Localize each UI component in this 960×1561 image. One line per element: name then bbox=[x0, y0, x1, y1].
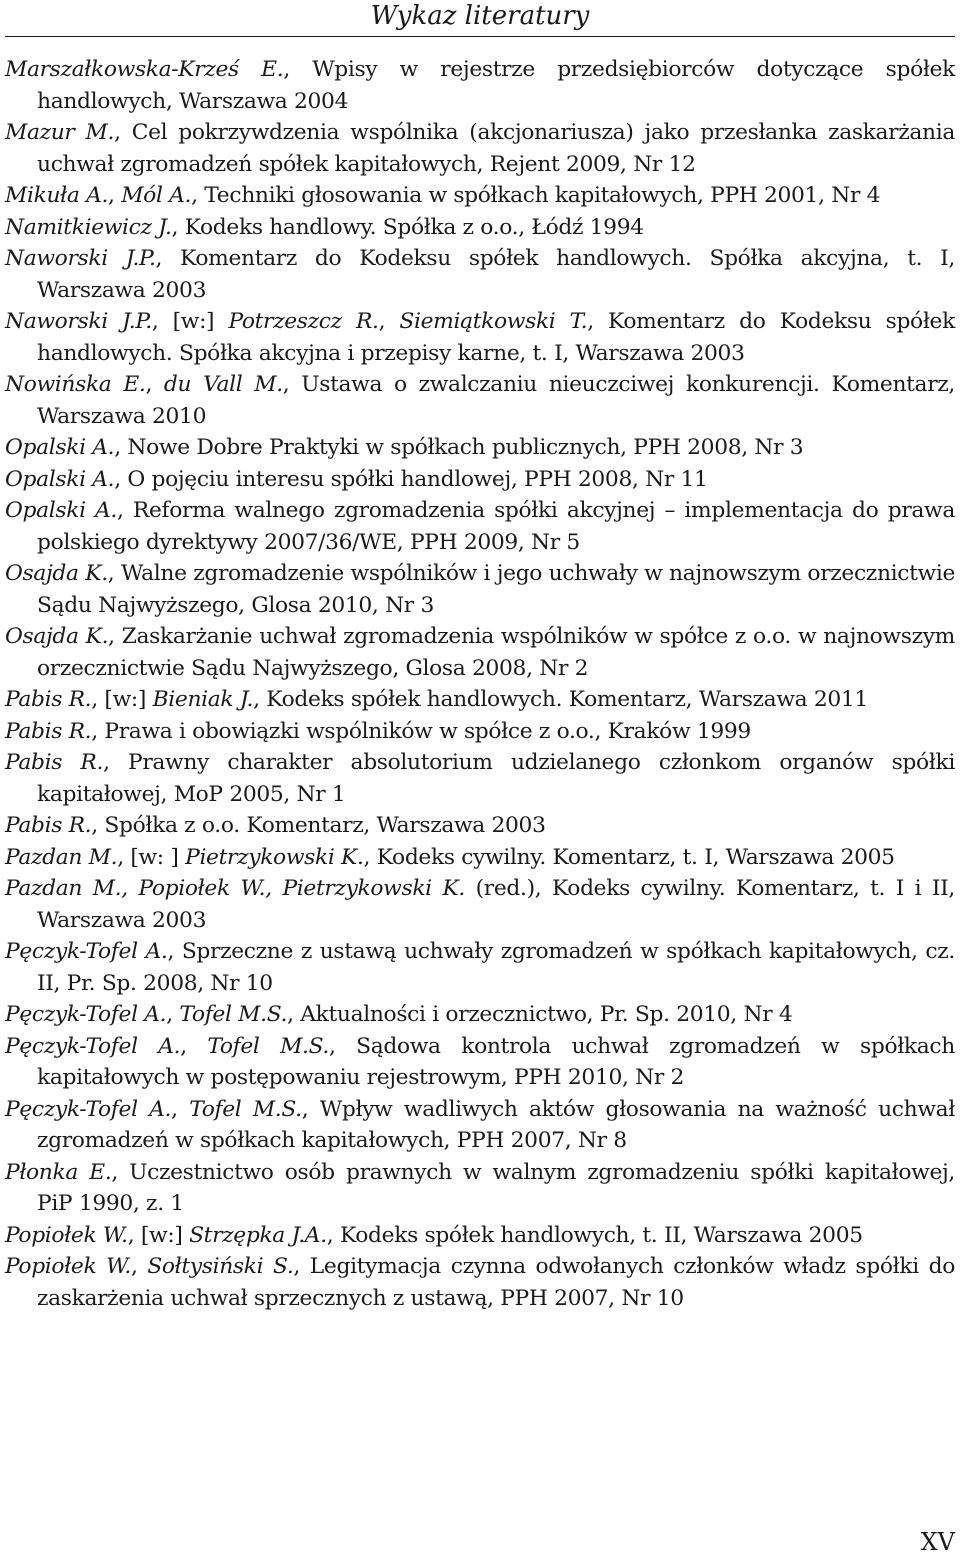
entry-title: , Kodeks handlowy. Spółka z o.o., Łódź 1994 bbox=[171, 214, 644, 240]
entry-separator: , [w:] bbox=[127, 1222, 190, 1248]
page-number: XV bbox=[920, 1528, 955, 1556]
entry-author: Mól A. bbox=[121, 183, 192, 208]
entry-author: Mazur M. bbox=[5, 120, 115, 145]
entry-author: Pazdan M. bbox=[5, 844, 118, 870]
bibliography-entry bbox=[5, 180, 955, 212]
entry-author: Pęczyk-Tofel A. bbox=[5, 1002, 167, 1027]
entry-author: du Vall M. bbox=[163, 372, 283, 397]
bibliography-entry bbox=[5, 117, 955, 180]
entry-title: , Legitymacja czynna odwołanych członków władz spółki do zaskarżenia uchwał sprzecznych z ustawą, PPH 2007, Nr 10 bbox=[37, 1254, 955, 1311]
bibliography-entry bbox=[5, 716, 955, 748]
entry-author: Pabis R. bbox=[5, 718, 92, 744]
entry-author: Tofel M.S. bbox=[207, 1033, 329, 1059]
entry-author: Bieniak J. bbox=[152, 687, 254, 712]
entry-author: Opalski A. bbox=[5, 435, 115, 460]
bibliography-entry bbox=[5, 1031, 955, 1094]
entry-separator: , bbox=[378, 309, 400, 334]
entry-title: , Sądowa kontrola uchwał zgromadzeń w spółkach kapitałowych w postępowaniu rejestrowym, PPH 2010, Nr 2 bbox=[37, 1033, 955, 1090]
entry-author: Namitkiewicz J. bbox=[5, 214, 172, 240]
entry-title: , Reforma walnego zgromadzenia spółki akcyjnej – implementacja do prawa polskiego dyrektywy 2007/36/WE, PPH 2009, Nr 5 bbox=[37, 498, 955, 555]
entry-author: Pęczyk-Tofel A. bbox=[5, 1033, 181, 1059]
bibliography-entry bbox=[5, 464, 955, 496]
bibliography-entry bbox=[5, 306, 955, 369]
entry-author: Nowińska E. bbox=[5, 372, 146, 397]
entry-author: Pietrzykowski K. bbox=[185, 844, 364, 870]
entry-author: Mikuła A. bbox=[5, 183, 109, 208]
entry-author: Opalski A. bbox=[5, 466, 115, 492]
entry-separator: , bbox=[130, 1254, 148, 1279]
entry-separator: , bbox=[145, 372, 164, 397]
bibliography-entry bbox=[5, 936, 955, 999]
entry-title: , O pojęciu interesu spółki handlowej, PPH 2008, Nr 11 bbox=[114, 466, 708, 492]
entry-title: , Spółka z o.o. Komentarz, Warszawa 2003 bbox=[91, 813, 546, 838]
bibliography-entry bbox=[5, 54, 955, 117]
entry-separator: , bbox=[166, 1002, 180, 1027]
entry-author: Marszałkowska-Krześ E. bbox=[5, 57, 284, 82]
entry-separator: , [w:] bbox=[91, 687, 153, 712]
bibliography-entry bbox=[5, 212, 955, 244]
entry-title: , Prawny charakter absolutorium udzielanego członkom organów spółki kapitałowej, MoP 2005, Nr 1 bbox=[37, 750, 955, 807]
entry-title: , Wpływ wadliwych aktów głosowania na ważność uchwał zgromadzeń w spółkach kapitałowych, PPH 2007, Nr 8 bbox=[37, 1096, 955, 1153]
entry-separator: , bbox=[108, 183, 122, 208]
entry-author: Siemiątkowski T. bbox=[399, 309, 588, 334]
entry-author: Pabis R. bbox=[5, 813, 92, 838]
bibliography-entry bbox=[5, 873, 955, 936]
bibliography-entry bbox=[5, 558, 955, 621]
entry-author: Pabis R. bbox=[5, 687, 92, 712]
entry-author: Naworski J.P. bbox=[5, 246, 156, 271]
entry-author: Pęczyk-Tofel A. bbox=[5, 939, 168, 964]
entry-title: (red.), Kodeks cywilny. Komentarz, t. I i II, Warszawa 2003 bbox=[37, 876, 955, 933]
bibliography-entry bbox=[5, 432, 955, 464]
entry-title: , Ustawa o zwalczaniu nieuczciwej konkurencji. Komentarz, Warszawa 2010 bbox=[37, 372, 955, 429]
bibliography-entry bbox=[5, 495, 955, 558]
bibliography-entry bbox=[5, 1251, 955, 1314]
entry-title: , Techniki głosowania w spółkach kapitałowych, PPH 2001, Nr 4 bbox=[191, 183, 881, 208]
entry-author: Popiołek W. bbox=[5, 1254, 131, 1279]
entry-title: , Sprzeczne z ustawą uchwały zgromadzeń w spółkach kapitałowych, cz. II, Pr. Sp. 2008, Nr 10 bbox=[37, 939, 955, 996]
entry-author: Pabis R. bbox=[5, 750, 104, 775]
entry-separator: , bbox=[180, 1033, 208, 1059]
entry-title: , Komentarz do Kodeksu spółek handlowych. Spółka akcyjna, t. I, Warszawa 2003 bbox=[37, 246, 955, 303]
bibliography-entry bbox=[5, 747, 955, 810]
bibliography-entry bbox=[5, 243, 955, 306]
bibliography-entry bbox=[5, 369, 955, 432]
entry-author: Tofel M.S. bbox=[189, 1096, 302, 1122]
entry-author: Naworski J.P. bbox=[5, 309, 152, 334]
entry-author: Pęczyk-Tofel A. bbox=[5, 1096, 172, 1122]
entry-author: Potrzeszcz R. bbox=[228, 309, 379, 334]
entry-author: Tofel M.S. bbox=[179, 1002, 288, 1027]
bibliography-entry bbox=[5, 1094, 955, 1157]
entry-title: , Wpisy w rejestrze przedsiębiorców dotyczące spółek handlowych, Warszawa 2004 bbox=[37, 57, 955, 114]
entry-separator: , [w: ] bbox=[117, 844, 186, 870]
bibliography-entry bbox=[5, 684, 955, 716]
entry-author: Płonka E. bbox=[5, 1159, 112, 1185]
entry-title: , Kodeks spółek handlowych, t. II, Warszawa 2005 bbox=[326, 1222, 863, 1248]
header-rule bbox=[5, 36, 955, 37]
entry-title: , Zaskarżanie uchwał zgromadzenia wspólników w spółce z o.o. w najnowszym orzecznictwie Sądu Najwyższego, Glosa 2008, Nr 2 bbox=[37, 624, 955, 681]
entry-separator: , [w:] bbox=[151, 309, 229, 334]
bibliography-entry bbox=[5, 1220, 955, 1252]
running-title: Wykaz literatury bbox=[370, 1, 590, 31]
bibliography-entry bbox=[5, 810, 955, 842]
bibliography-entry bbox=[5, 621, 955, 684]
entry-author: Popiołek W. bbox=[5, 1222, 128, 1248]
entry-author: Strzępka J.A. bbox=[189, 1222, 327, 1248]
entry-author: Opalski A. bbox=[5, 498, 118, 523]
entry-author: Sołtysiński S. bbox=[147, 1254, 294, 1279]
bibliography-entry bbox=[5, 1157, 955, 1220]
entry-title: , Komentarz do Kodeksu spółek handlowych. Spółka akcyjna i przepisy karne, t. I, Warszawa 2003 bbox=[37, 309, 955, 366]
bibliography-list bbox=[5, 54, 955, 1314]
entry-separator: , bbox=[171, 1096, 190, 1122]
entry-title: , Walne zgromadzenie wspólników i jego uchwały w najnowszym orzecznictwie Sądu Najwyższego, Glosa 2010, Nr 3 bbox=[37, 561, 955, 618]
bibliography-entry bbox=[5, 842, 955, 874]
entry-title: , Aktualności i orzecznictwo, Pr. Sp. 2010, Nr 4 bbox=[287, 1002, 793, 1027]
entry-author: Osajda K. bbox=[5, 624, 109, 649]
entry-title: , Uczestnictwo osób prawnych w walnym zgromadzeniu spółki kapitałowej, PiP 1990, z. 1 bbox=[37, 1159, 955, 1216]
bibliography-entry bbox=[5, 999, 955, 1031]
entry-title: , Kodeks spółek handlowych. Komentarz, Warszawa 2011 bbox=[253, 687, 868, 712]
entry-author: Pazdan M., Popiołek W., Pietrzykowski K. bbox=[5, 876, 465, 901]
entry-author: Osajda K. bbox=[5, 561, 108, 586]
entry-title: , Cel pokrzywdzenia wspólnika (akcjonariusza) jako przesłanka zaskarżania uchwał zgromadzeń spółek kapitałowych, Rejent 2009, Nr 12 bbox=[37, 120, 955, 177]
entry-title: , Prawa i obowiązki wspólników w spółce z o.o., Kraków 1999 bbox=[91, 718, 751, 744]
entry-title: , Kodeks cywilny. Komentarz, t. I, Warszawa 2005 bbox=[363, 844, 895, 870]
entry-title: , Nowe Dobre Praktyki w spółkach publicznych, PPH 2008, Nr 3 bbox=[114, 435, 804, 460]
